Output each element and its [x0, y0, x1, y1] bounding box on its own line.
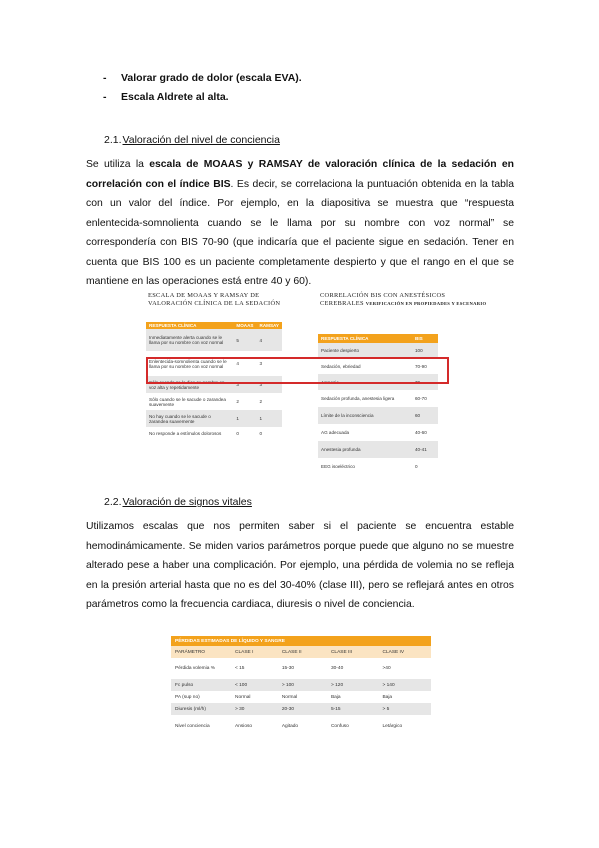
bullet-dash: -: [103, 72, 107, 84]
table-cell: > 5: [378, 703, 431, 715]
table-cell: Ansioso: [231, 715, 278, 737]
section-title: Valoración del nivel de conciencia: [122, 134, 280, 146]
table-cell: Enlentecida-somnolienta cuando se le llama por su nombre con voz normal: [146, 351, 233, 376]
bis-table: [318, 334, 438, 475]
paragraph-text: . Es decir, se correlaciona la puntuación obtenida en la tabla con un valor del índice. Por ejemplo, en la diapositiva se muestra que “respuesta enlentecida-somnolienta cuando se le llama por su nombre con voz normal” se correspondería con BIS 70-90 (que indicaría que el paciente sigue en sedación. Tener en cuenta que BIS 100 es un paciente completamente despierto y que el rango en el que se mantiene en las operaciones está entre 40 y 60).: [86, 178, 514, 287]
table-cell: Letárgico: [378, 715, 431, 737]
table-row: [318, 458, 438, 475]
table-cell: Confuso: [327, 715, 379, 737]
table-row: [171, 715, 431, 737]
table-cell: 3: [233, 376, 256, 393]
table-cell: No responde a estímulos dolorosos: [146, 427, 233, 439]
figure-title-small: VERIFICACIÓN EN PROPIEDADES Y ESCENARIO: [365, 301, 487, 306]
paragraph-text: Se utiliza la: [86, 159, 150, 170]
table-cell: 3: [257, 376, 283, 393]
table-cell: 70: [412, 374, 438, 390]
table-row: [146, 393, 282, 410]
table-row: [146, 427, 282, 439]
table-cell: Paciente despierto: [318, 343, 412, 358]
sedation-scale-figure: [146, 292, 487, 469]
table-cell: 3: [257, 351, 283, 376]
table-header-cell: RESPUESTA CLÍNICA: [318, 334, 412, 343]
bullet-text: Valorar grado de dolor (escala EVA).: [121, 72, 302, 84]
section-heading: [104, 134, 280, 146]
table-header-cell: RAMSAY: [257, 322, 283, 329]
table-cell: Fc pulso: [171, 679, 231, 691]
table-row: [171, 703, 431, 715]
table-header-cell: CLASE II: [278, 646, 327, 658]
bullet-dash: -: [103, 91, 107, 103]
section-paragraph: Utilizamos escalas que nos permiten saber si el paciente se encuentra estable hemodinámicamente. Se miden varios parámetros porque puede que alguno no se muestre alterado pese a haber una complicación. Por ejemplo, una pérdida de volemia no se refleja en la presión arterial hasta que no es del 30-40% (clase III), pero se reflejará antes en otros parámetros como la frecuencia cardiaca, diuresis o nivel de conciencia.: [86, 521, 514, 610]
section-number: 2.1.: [104, 134, 122, 146]
table-cell: Inmediatamente alerta cuando se le llama por su nombre con voz normal: [146, 329, 233, 351]
table-row: [146, 329, 282, 351]
table-cell: Límite de la inconsciencia: [318, 407, 412, 424]
table-cell: Normal: [231, 691, 278, 703]
section-title: Valoración de signos vitales: [122, 496, 252, 508]
table-cell: Nivel conciencia: [171, 715, 231, 737]
table-cell: 70-90: [412, 358, 438, 374]
table-cell: 2: [257, 393, 283, 410]
figure-title-line: VALORACIÓN CLÍNICA DE LA SEDACIÓN: [148, 300, 281, 307]
figure-left-title: [148, 292, 300, 308]
table-row: [171, 691, 431, 703]
table-title: PÉRDIDAS ESTIMADAS DE LÍQUIDO Y SANGRE: [171, 636, 431, 646]
table-cell: Amnesia: [318, 374, 412, 390]
section-heading: [104, 496, 252, 508]
table-cell: PA (sup no): [171, 691, 231, 703]
blood-loss-table-figure: [171, 636, 431, 737]
figure-right-title: [320, 292, 487, 308]
table-cell: 40-41: [412, 441, 438, 458]
table-cell: 100: [412, 343, 438, 358]
table-cell: 4: [257, 329, 283, 351]
table-row: [318, 343, 438, 358]
table-cell: Sólo cuando se le sacude o zarandea suavemente: [146, 393, 233, 410]
table-cell: 1: [233, 410, 256, 427]
table-cell: > 30: [231, 703, 278, 715]
table-header-cell: MOAAS: [233, 322, 256, 329]
blood-loss-table: [171, 636, 431, 737]
figure-title-line: CEREBRALES: [320, 300, 364, 307]
table-cell: 1: [257, 410, 283, 427]
table-cell: 5: [233, 329, 256, 351]
table-cell: Normal: [278, 691, 327, 703]
table-cell: 5-15: [327, 703, 379, 715]
table-header-cell: CLASE III: [327, 646, 379, 658]
table-cell: > 100: [278, 679, 327, 691]
table-row: [146, 410, 282, 427]
table-row: [318, 407, 438, 424]
bullet-item: [103, 72, 302, 84]
table-cell: EEG isoeléctrico: [318, 458, 412, 475]
table-header-row: [146, 322, 282, 329]
table-cell: 2: [233, 393, 256, 410]
section-paragraph: [86, 155, 514, 292]
table-cell: Sedación, ebriedad: [318, 358, 412, 374]
table-cell: 0: [233, 427, 256, 439]
paragraph-bold-text: escala de MOAAS y RAMSAY de valoración clínica de la sedación en correlación con el índice BIS: [86, 159, 514, 190]
table-header-row: [171, 646, 431, 658]
table-cell: Baja: [327, 691, 379, 703]
section-number: 2.2.: [104, 496, 122, 508]
table-cell: 60-70: [412, 390, 438, 407]
table-cell: 30-40: [327, 658, 379, 679]
table-header-row: [318, 334, 438, 343]
table-cell: >40: [378, 658, 431, 679]
table-cell: < 15: [231, 658, 278, 679]
bullet-text: Escala Aldrete al alta.: [121, 91, 229, 103]
table-header-cell: RESPUESTA CLÍNICA: [146, 322, 233, 329]
table-header-cell: PARÁMETRO: [171, 646, 231, 658]
table-cell: Anestesia profunda: [318, 441, 412, 458]
table-title-row: [171, 636, 431, 646]
table-row: [318, 441, 438, 458]
bullet-item: [103, 91, 229, 103]
table-row: [171, 658, 431, 679]
highlight-box: [146, 357, 449, 384]
table-cell: No hay cuando se le sacude o zarandea suavemente: [146, 410, 233, 427]
table-cell: 0: [257, 427, 283, 439]
table-header-cell: CLASE IV: [378, 646, 431, 658]
table-cell: > 120: [327, 679, 379, 691]
table-cell: Agitado: [278, 715, 327, 737]
table-cell: 4: [233, 351, 256, 376]
table-header-cell: CLASE I: [231, 646, 278, 658]
table-cell: Baja: [378, 691, 431, 703]
table-row: [318, 424, 438, 441]
table-cell: AG adecuada: [318, 424, 412, 441]
table-cell: < 100: [231, 679, 278, 691]
table-cell: > 140: [378, 679, 431, 691]
table-cell: 40-60: [412, 424, 438, 441]
figure-title-line: ESCALA DE MOAAS Y RAMSAY DE: [148, 292, 260, 299]
table-cell: Diuresis (ml/h): [171, 703, 231, 715]
table-row: [318, 390, 438, 407]
table-header-cell: BIS: [412, 334, 438, 343]
table-cell: Sólo cuando se le dice su nombre en voz alta y repetidamente: [146, 376, 233, 393]
table-cell: Sedación profunda, anestesia ligera: [318, 390, 412, 407]
table-cell: Pérdida volemia %: [171, 658, 231, 679]
table-cell: 0: [412, 458, 438, 475]
table-cell: 20-30: [278, 703, 327, 715]
figure-title-line: CORRELACIÓN BIS CON ANESTÉSICOS: [320, 292, 446, 299]
table-cell: 60: [412, 407, 438, 424]
table-cell: 15-30: [278, 658, 327, 679]
table-row: [171, 679, 431, 691]
